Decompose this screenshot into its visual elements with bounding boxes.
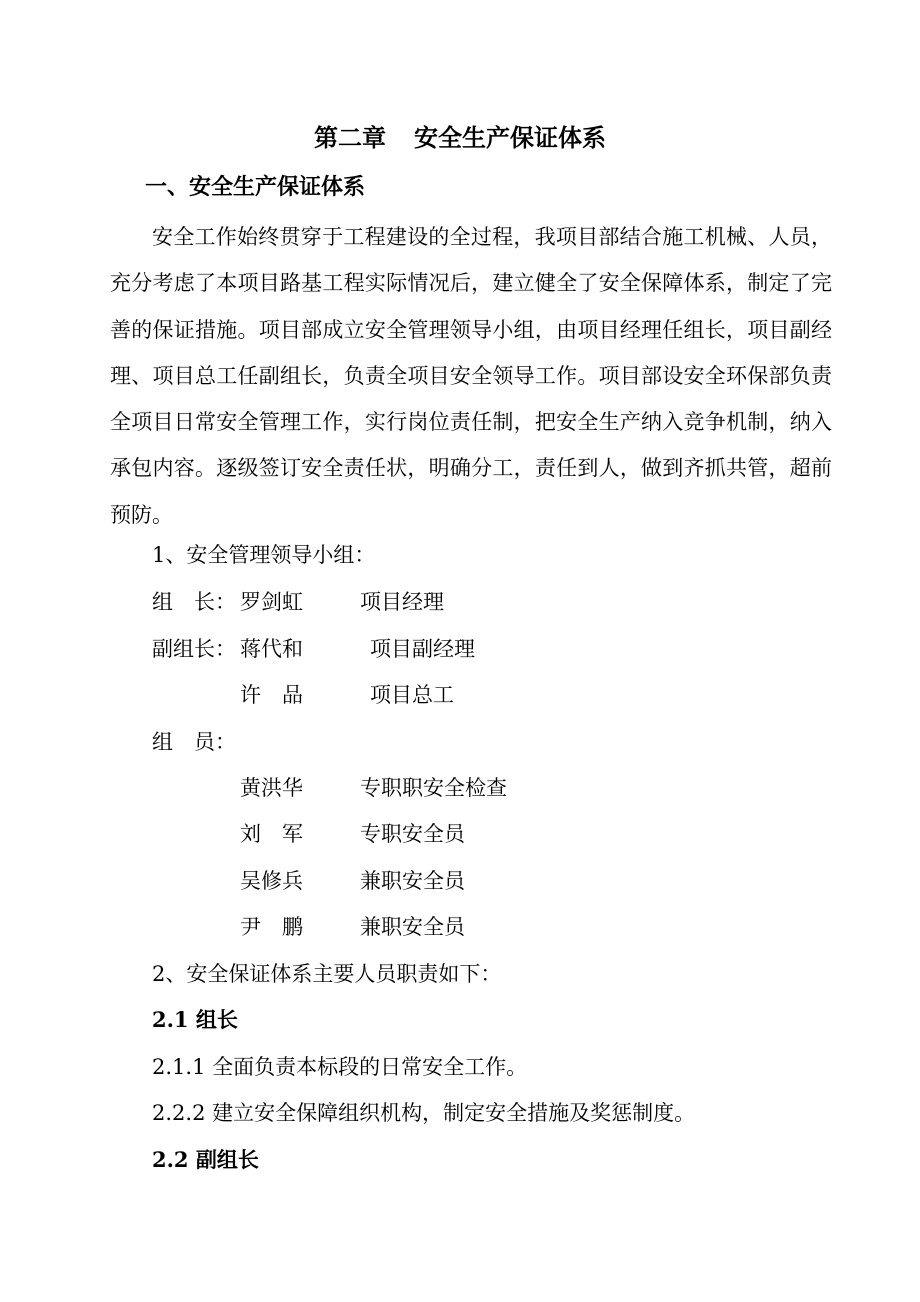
deputies-role: 副组长：	[152, 637, 236, 661]
leader-name: 罗剑虹	[240, 590, 303, 614]
deputy-name: 蒋代和	[240, 637, 303, 661]
chapter-number: 第二章	[314, 123, 386, 152]
members-role: 组 员：	[152, 730, 236, 754]
intro-paragraph: 安全工作始终贯穿于工程建设的全过程，我项目部结合施工机械、人员，充分考虑了本项目路基工程实际情况后，建立健全了安全保障体系，制定了完善的保证措施。项目部成立安全管理领导小组，由项目经理任组长，项目副经理、项目总工任副组长，负责全项目安全领导工作。项目部设安全环保部负责全项目日常安全管理工作，实行岗位责任制，把安全生产纳入竞争机制，纳入承包内容。逐级签订安全责任状，明确分工，责任到人，做到齐抓共管，超前预防。	[110, 225, 832, 527]
leader-role: 组 长：	[152, 590, 236, 614]
member-title: 专职职安全检查	[360, 776, 507, 800]
leader-title: 项目经理	[360, 590, 444, 614]
duty-item: 2.2.2 建立安全保障组织机构，制定安全措施及奖惩制度。	[152, 1101, 696, 1125]
member-name: 尹 鹏	[240, 915, 303, 939]
member-title: 兼职安全员	[360, 869, 465, 893]
subsection-heading: 2.1 组长	[152, 1007, 238, 1032]
chapter-title	[0, 122, 920, 154]
deputy-title: 项目副经理	[370, 637, 475, 661]
member-name: 吴修兵	[240, 869, 303, 893]
duty-item: 2.1.1 全面负责本标段的日常安全工作。	[152, 1055, 528, 1079]
deputy-name: 许 品	[240, 683, 303, 707]
member-name: 刘 军	[240, 822, 303, 846]
member-title: 专职安全员	[360, 822, 465, 846]
member-name: 黄洪华	[240, 776, 303, 800]
chapter-name: 安全生产保证体系	[414, 123, 606, 152]
subsection-heading: 2.2 副组长	[152, 1147, 259, 1172]
group-heading: 1、安全管理领导小组：	[152, 543, 376, 567]
member-title: 兼职安全员	[360, 915, 465, 939]
section-heading: 一、安全生产保证体系	[145, 174, 366, 200]
deputy-title: 项目总工	[370, 683, 454, 707]
duties-heading: 2、安全保证体系主要人员职责如下：	[152, 962, 502, 986]
